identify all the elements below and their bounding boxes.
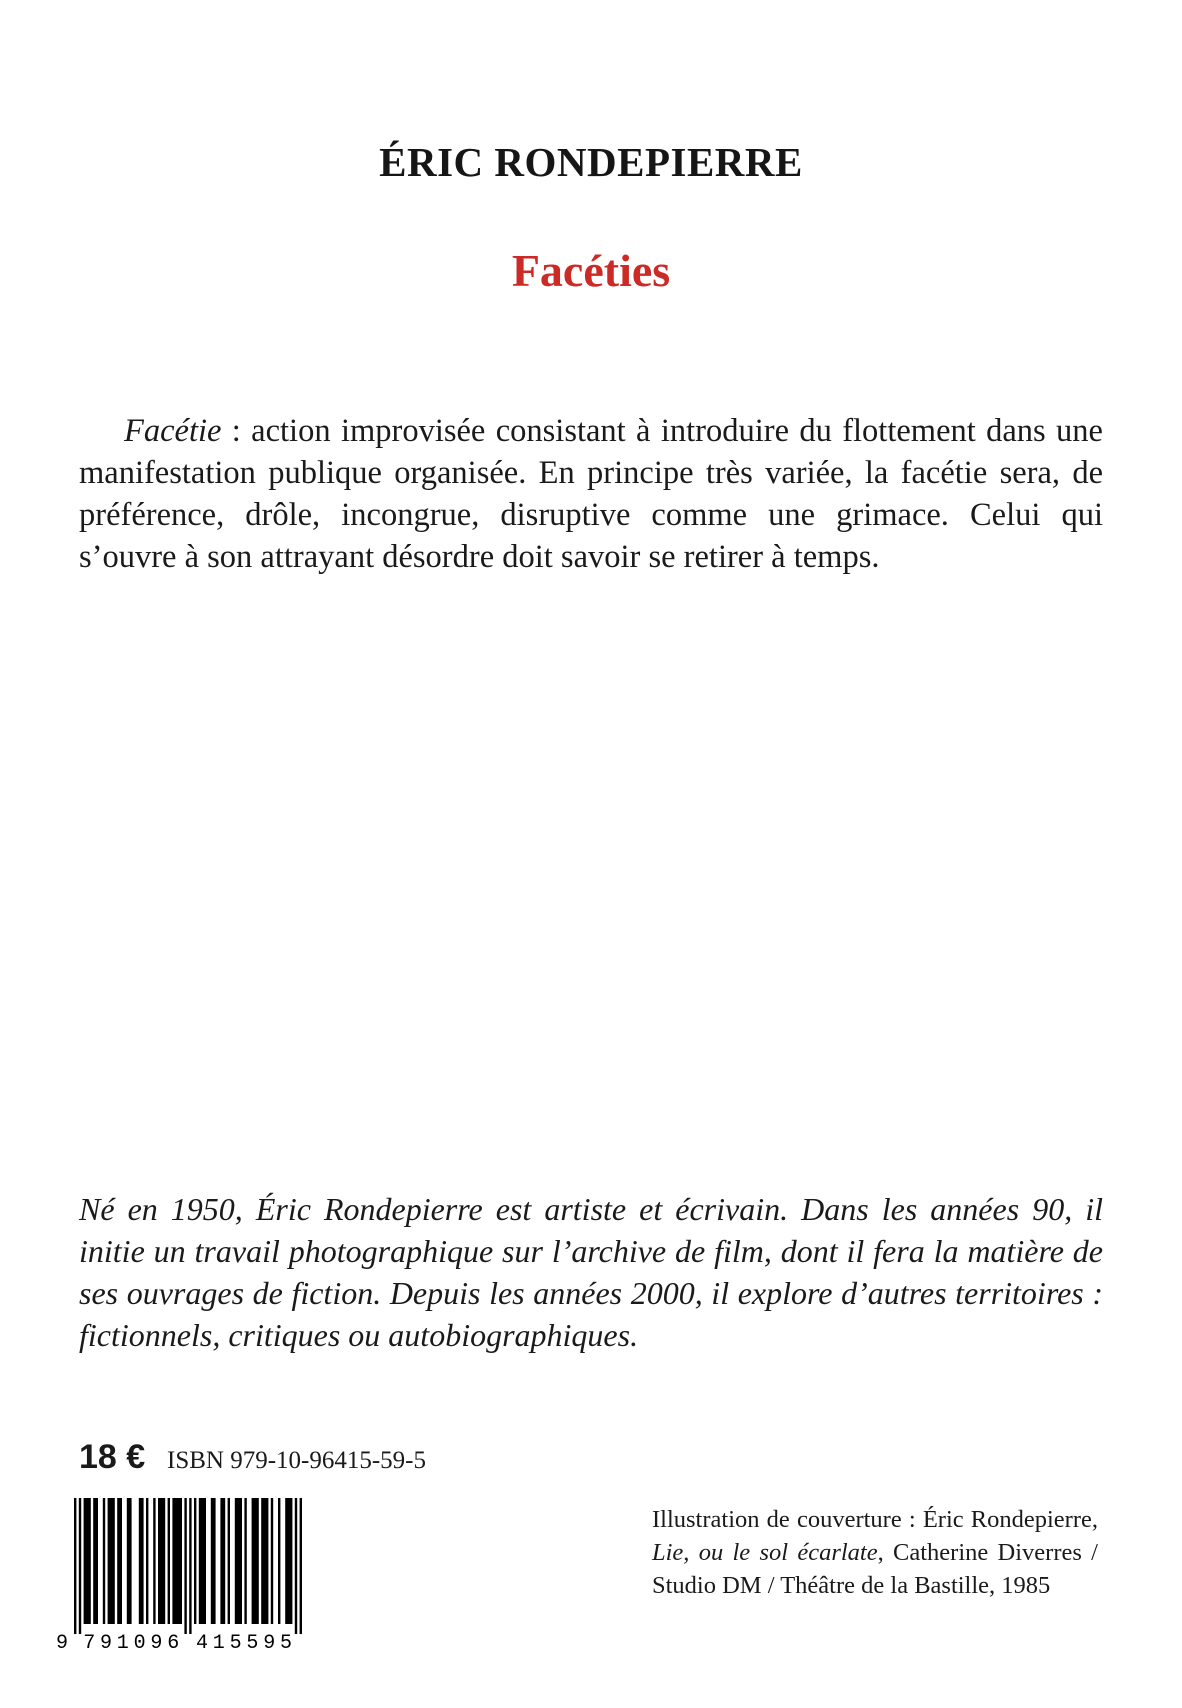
blurb-paragraph xyxy=(79,410,1103,578)
barcode-digit: 7 xyxy=(83,1632,96,1655)
barcode-bar xyxy=(168,1498,170,1624)
credit-line-3: Studio DM / Théâtre de la Bastille, 1985 xyxy=(652,1572,1051,1599)
barcode-bar xyxy=(261,1498,268,1624)
barcode-graphic xyxy=(56,1498,316,1658)
barcode-bar xyxy=(278,1498,280,1624)
isbn: ISBN 979-10-96415-59-5 xyxy=(167,1447,427,1474)
credit-line-2-rest: , Catherine Diverres / xyxy=(877,1539,1098,1566)
barcode-bar xyxy=(220,1498,225,1624)
barcode xyxy=(56,1498,316,1658)
barcode-bar xyxy=(158,1498,165,1624)
barcode-bar xyxy=(108,1498,115,1624)
barcode-bar xyxy=(252,1498,259,1624)
barcode-digit: 9 xyxy=(263,1632,276,1655)
barcode-bar xyxy=(79,1498,81,1634)
barcode-bar xyxy=(184,1498,186,1634)
barcode-bar xyxy=(271,1498,273,1624)
price: 18 € xyxy=(79,1438,146,1476)
barcode-digit: 5 xyxy=(246,1632,259,1655)
barcode-bar xyxy=(139,1498,144,1624)
barcode-bar xyxy=(153,1498,155,1624)
barcode-digit: 4 xyxy=(196,1632,209,1655)
barcode-bar xyxy=(285,1498,292,1624)
barcode-digit: 5 xyxy=(280,1632,293,1655)
barcode-bar xyxy=(117,1498,122,1624)
book-title: Facéties xyxy=(511,245,671,296)
author-name: ÉRIC RONDEPIERRE xyxy=(379,139,803,185)
credit-work-title: Lie, ou le sol écarlate xyxy=(652,1539,878,1566)
barcode-bar xyxy=(93,1498,98,1624)
barcode-digit: 1 xyxy=(212,1632,225,1655)
barcode-bar xyxy=(127,1498,132,1624)
barcode-digit: 6 xyxy=(167,1632,180,1655)
barcode-bar xyxy=(228,1498,230,1624)
barcode-digit: 1 xyxy=(116,1632,129,1655)
credit-line-2 xyxy=(652,1536,1098,1569)
credit-line-1: Illustration de couverture : Éric Rondepierre, xyxy=(652,1506,1098,1533)
barcode-bar xyxy=(146,1498,148,1624)
barcode-bar xyxy=(300,1498,302,1634)
barcode-bar xyxy=(199,1498,206,1624)
barcode-bar xyxy=(244,1498,246,1624)
blurb-term: Facétie xyxy=(124,413,222,449)
barcode-bar xyxy=(189,1498,191,1634)
barcode-bar xyxy=(194,1498,196,1624)
barcode-bar xyxy=(172,1498,182,1624)
barcode-digit: 0 xyxy=(133,1632,146,1655)
barcode-digit: 5 xyxy=(229,1632,242,1655)
barcode-bar xyxy=(103,1498,105,1624)
cover-credit xyxy=(652,1503,1098,1602)
barcode-digit: 9 xyxy=(150,1632,163,1655)
barcode-bar xyxy=(74,1498,76,1634)
barcode-bar xyxy=(235,1498,242,1624)
barcode-digit: 9 xyxy=(100,1632,113,1655)
author-bio: Né en 1950, Éric Rondepierre est artiste et écrivain. Dans les années 90, il initie un travail photographique sur l’archive de film, dont il fera la matière de ses ouvrages de fiction. Depuis les années 2000, il explore d’autres territoires : fictionnels, critiques ou autobiographiques. xyxy=(79,1191,1103,1353)
barcode-digit-first: 9 xyxy=(56,1632,69,1655)
barcode-bar xyxy=(211,1498,216,1624)
barcode-bar xyxy=(84,1498,91,1624)
barcode-bar xyxy=(295,1498,297,1634)
blurb-text: : action improvisée consistant à introduire du flottement dans une manifestation publique organisée. En principe très variée, la facétie sera, de préférence, drôle, incongrue, disruptive comme une grimace. Celui qui s’ouvre à son attrayant désordre doit savoir se retirer à temps. xyxy=(79,413,1103,575)
